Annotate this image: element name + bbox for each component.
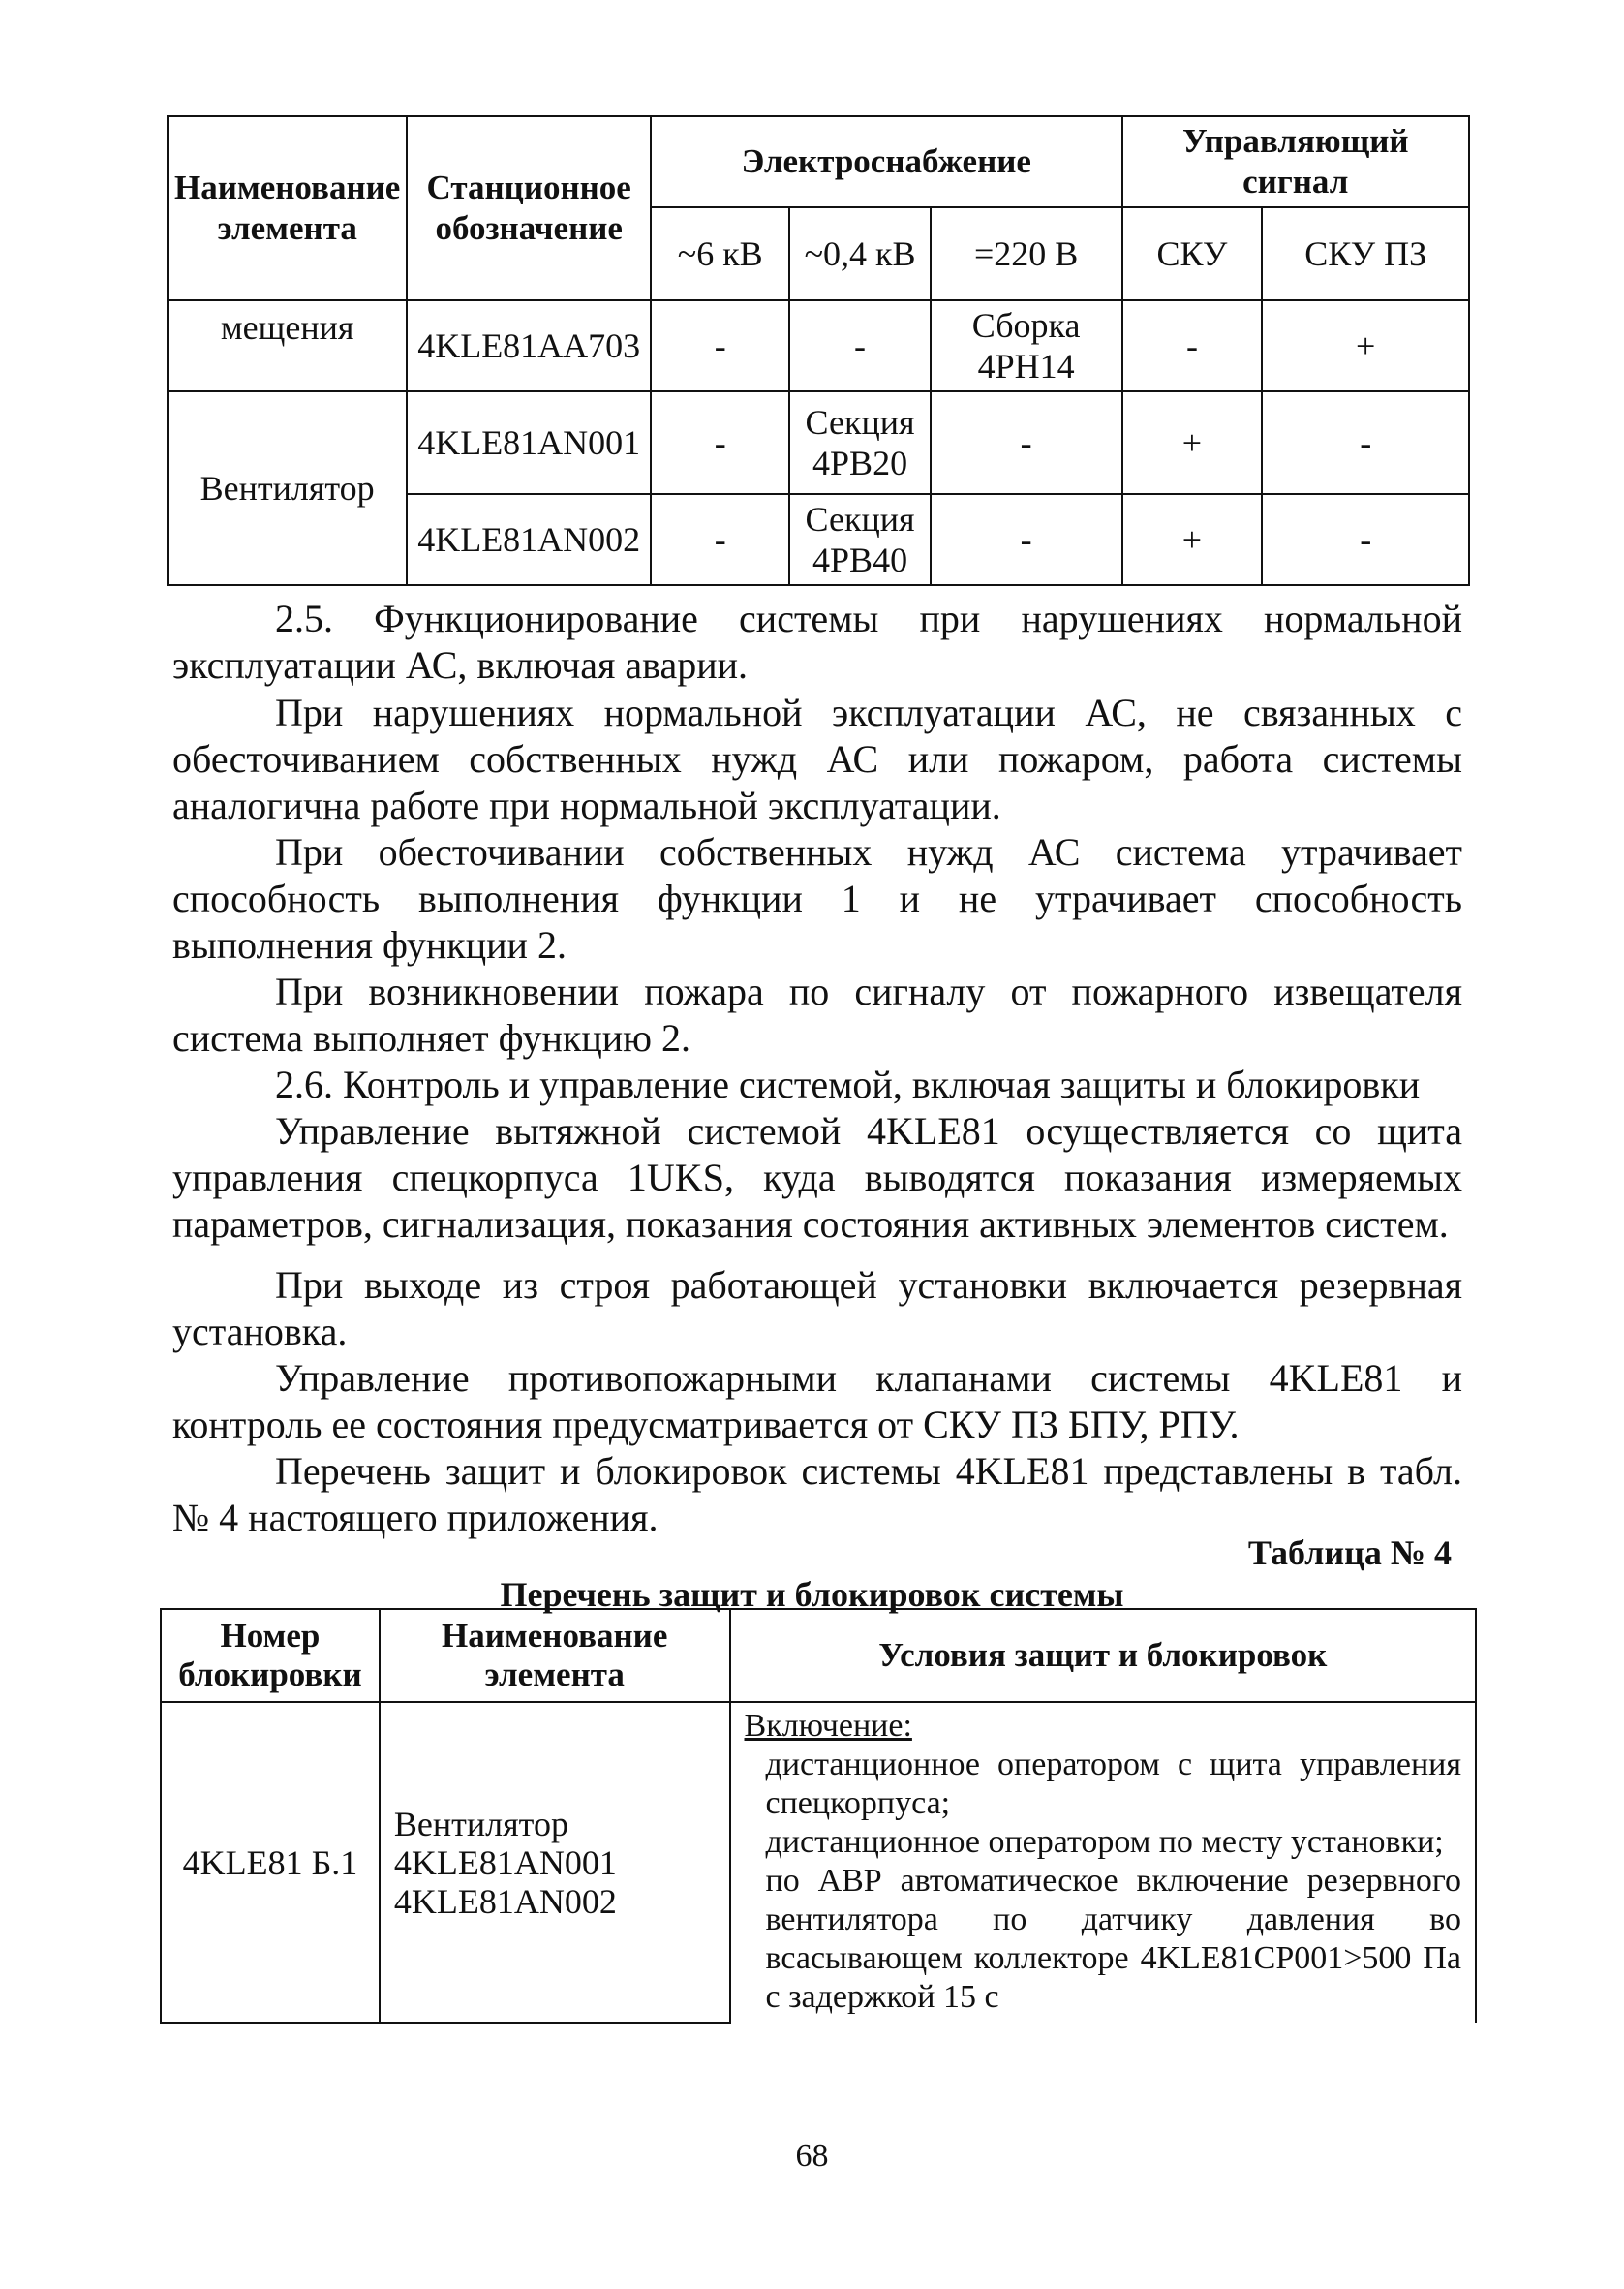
cell-04kv: Секция 4PB40 xyxy=(789,494,930,585)
cell-sku: + xyxy=(1122,494,1263,585)
header-element-name: Наименование элемента xyxy=(380,1609,730,1702)
header-sku: СКУ xyxy=(1122,207,1263,300)
header-element-name: Наименование элемента xyxy=(168,116,407,300)
paragraph: Управление вытяжной системой 4KLE81 осуществляется со щита управления спецкорпуса 1UKS, куда выводятся показания измеряемых параметров, сигнализация, показания состояния активных элементов систем. xyxy=(172,1109,1462,1246)
cell-element-name xyxy=(380,1702,730,2023)
table-row xyxy=(168,391,1469,494)
cell-conditions xyxy=(730,1702,1476,2023)
cell-6kv: - xyxy=(651,391,789,494)
cell-220v: - xyxy=(931,391,1122,494)
cell-sku-pz: + xyxy=(1262,300,1469,391)
cell-sku: - xyxy=(1122,300,1263,391)
cell-sku-pz: - xyxy=(1262,391,1469,494)
cell-code: 4KLE81AN002 xyxy=(407,494,651,585)
section-2-6-heading: 2.6. Контроль и управление системой, включая защиты и блокировки xyxy=(275,1063,1421,1106)
paragraph: При выходе из строя работающей установки включается резервная установка. xyxy=(172,1263,1462,1353)
cell-6kv: - xyxy=(651,300,789,391)
cell-code: 4KLE81AA703 xyxy=(407,300,651,391)
paragraph: Перечень защит и блокировок системы 4KLE81 представлены в табл. № 4 настоящего приложения. xyxy=(172,1449,1462,1539)
condition-item: дистанционное оператором с щита управления спецкорпуса; xyxy=(765,1747,1461,1821)
table-row xyxy=(168,300,1469,391)
paragraph: При обесточивании собственных нужд АС система утрачивает способность выполнения функции 1 и не утрачивает способность выполнения функции 2. xyxy=(172,830,1462,967)
header-station-code: Станционное обозначение xyxy=(407,116,651,300)
element-name-line: 4KLE81AN002 xyxy=(393,1881,617,1921)
header-control-signal: Управляющий сигнал xyxy=(1122,116,1469,207)
header-04kv: ~0,4 кВ xyxy=(789,207,930,300)
header-220v: =220 В xyxy=(931,207,1122,300)
cell-04kv: - xyxy=(789,300,930,391)
table-label: Таблица № 4 xyxy=(1247,1533,1452,1572)
page-number: 68 xyxy=(795,2138,829,2174)
cell-name: Вентилятор xyxy=(168,391,407,585)
element-name-line: 4KLE81AN001 xyxy=(393,1842,617,1882)
paragraph: При нарушениях нормальной эксплуатации АС, не связанных с обесточиванием собственных нужд АС или пожаром, работа системы аналогична работе при нормальной эксплуатации. xyxy=(172,691,1462,827)
header-conditions: Условия защит и блокировок xyxy=(730,1609,1476,1702)
condition-item: дистанционное оператором по месту установки; xyxy=(765,1824,1444,1860)
header-power-supply: Электроснабжение xyxy=(651,116,1121,207)
condition-item: по АВР автоматическое включение резервного вентилятора по датчику давления во всасывающем коллекторе 4KLE81CP001>500 Па с задержкой 15 с xyxy=(765,1863,1461,2015)
element-name-line: Вентилятор xyxy=(393,1804,568,1843)
header-6kv: ~6 кВ xyxy=(651,207,789,300)
interlock-table xyxy=(160,1608,1477,2024)
conditions-title: Включение: xyxy=(744,1708,912,1744)
paragraph: При возникновении пожара по сигналу от пожарного извещателя система выполняет функцию 2. xyxy=(172,970,1462,1060)
cell-interlock-number: 4KLE81 Б.1 xyxy=(161,1702,380,2023)
header-sku-pz: СКУ ПЗ xyxy=(1262,207,1469,300)
cell-6kv: - xyxy=(651,494,789,585)
cell-220v: - xyxy=(931,494,1122,585)
paragraph: Управление противопожарными клапанами системы 4KLE81 и контроль ее состояния предусматривается от СКУ ПЗ БПУ, РПУ. xyxy=(172,1356,1462,1446)
table-title: Перечень защит и блокировок системы xyxy=(500,1575,1124,1614)
table-row xyxy=(161,1702,1476,2023)
cell-04kv: Секция 4PB20 xyxy=(789,391,930,494)
cell-name: мещения xyxy=(168,300,407,391)
header-interlock-number: Номер блокировки xyxy=(161,1609,380,1702)
equipment-power-table xyxy=(167,115,1470,586)
cell-sku: + xyxy=(1122,391,1263,494)
cell-220v: Сборка 4PH14 xyxy=(931,300,1122,391)
cell-code: 4KLE81AN001 xyxy=(407,391,651,494)
section-2-5-heading: 2.5. Функционирование системы при нарушениях нормальной эксплуатации АС, включая аварии. xyxy=(172,597,1462,687)
cell-sku-pz: - xyxy=(1262,494,1469,585)
